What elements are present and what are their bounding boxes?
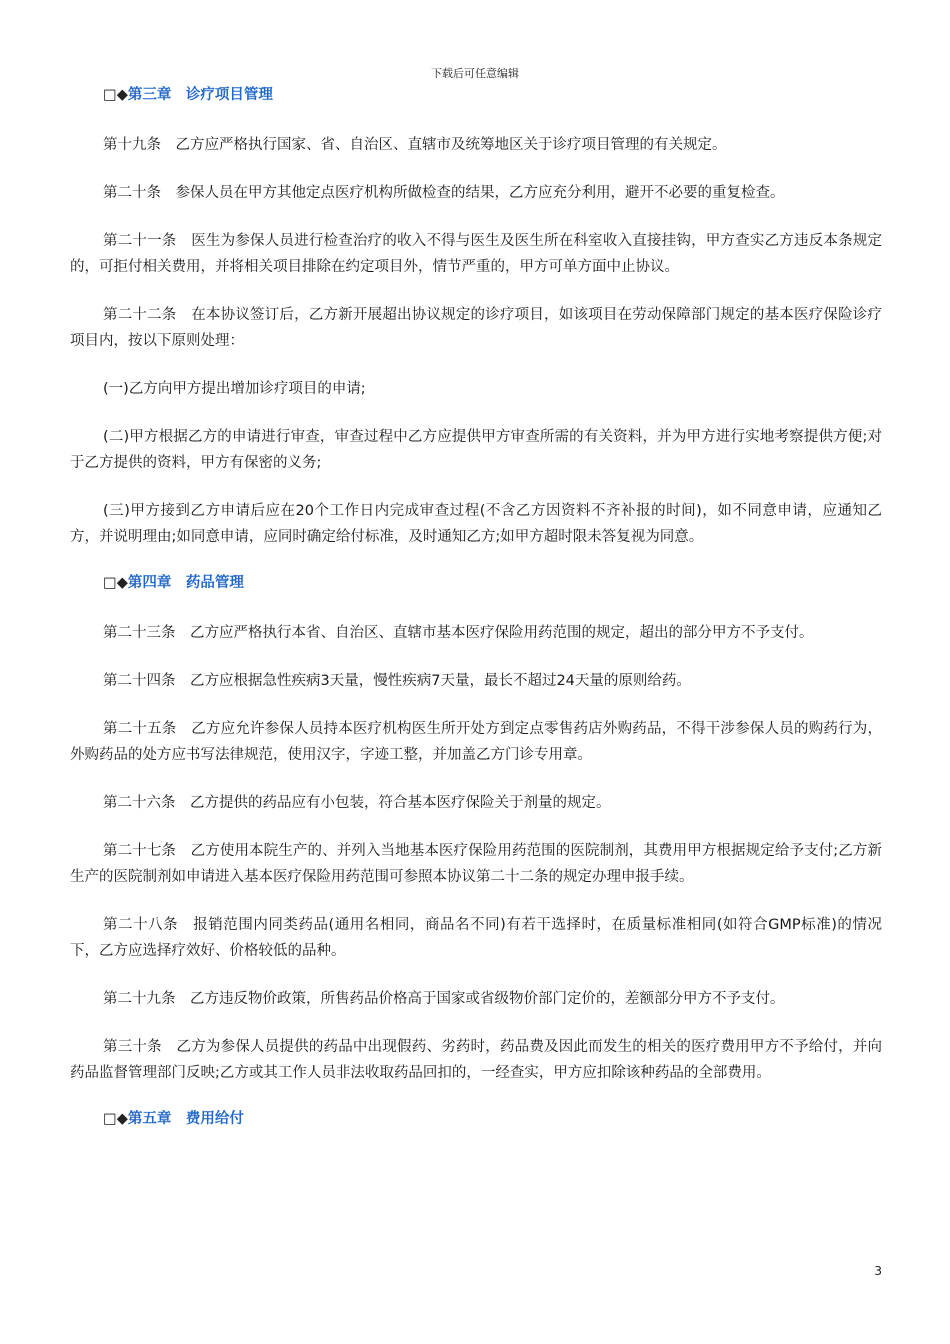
document-body bbox=[70, 84, 882, 1156]
chapter-heading bbox=[70, 84, 882, 106]
article-paragraph: 第二十五条 乙方应允许参保人员持本医疗机构医生所开处方到定点零售药店外购药品，不得干涉参保人员的购药行为，外购药品的处方应书写法律规范，使用汉字，字迹工整，并加盖乙方门诊专用章。 bbox=[70, 721, 882, 763]
article-paragraph: 第二十一条 医生为参保人员进行检查治疗的收入不得与医生及医生所在科室收入直接挂钩，甲方查实乙方违反本条规定的，可拒付相关费用，并将相关项目排除在约定项目外，情节严重的，甲方可单方面中止协议。 bbox=[70, 233, 882, 275]
chapter-marker-icon: □◆ bbox=[103, 87, 128, 103]
chapter-marker-icon: □◆ bbox=[103, 575, 128, 591]
article-paragraph: 第二十七条 乙方使用本院生产的、并列入当地基本医疗保险用药范围的医院制剂，其费用甲方根据规定给予支付;乙方新生产的医院制剂如申请进入基本医疗保险用药范围可参照本协议第二十二条的规定办理申报手续。 bbox=[70, 843, 882, 885]
article-paragraph: 第二十八条 报销范围内同类药品(通用名相同，商品名不同)有若干选择时，在质量标准相同(如符合GMP标准)的情况下，乙方应选择疗效好、价格较低的品种。 bbox=[70, 917, 882, 959]
article-paragraph: 第二十三条 乙方应严格执行本省、自治区、直辖市基本医疗保险用药范围的规定，超出的部分甲方不予支付。 bbox=[103, 625, 814, 641]
article-paragraph: 第二十条 参保人员在甲方其他定点医疗机构所做检查的结果，乙方应充分利用，避开不必要的重复检查。 bbox=[103, 185, 785, 201]
chapter-title: 第五章 费用给付 bbox=[127, 1111, 244, 1127]
chapter-marker-icon: □◆ bbox=[103, 1111, 128, 1127]
article-paragraph: 第二十九条 乙方违反物价政策，所售药品价格高于国家或省级物价部门定价的，差额部分甲方不予支付。 bbox=[103, 991, 785, 1007]
article-paragraph: 第二十四条 乙方应根据急性疾病3天量，慢性疾病7天量，最长不超过24天量的原则给药。 bbox=[103, 673, 691, 689]
page-number: 3 bbox=[874, 1264, 882, 1278]
article-paragraph: 第三十条 乙方为参保人员提供的药品中出现假药、劣药时，药品费及因此而发生的相关的医疗费用甲方不予给付，并向药品监督管理部门反映;乙方或其工作人员非法收取药品回扣的，一经查实，甲方应扣除该种药品的全部费用。 bbox=[70, 1039, 882, 1081]
header-note: 下载后可任意编辑 bbox=[431, 67, 519, 80]
article-paragraph: 第二十二条 在本协议签订后，乙方新开展超出协议规定的诊疗项目，如该项目在劳动保障部门规定的基本医疗保险诊疗项目内，按以下原则处理： bbox=[70, 307, 882, 349]
chapter-title: 第三章 诊疗项目管理 bbox=[127, 87, 273, 103]
article-paragraph: 第二十六条 乙方提供的药品应有小包装，符合基本医疗保险关于剂量的规定。 bbox=[103, 795, 611, 811]
chapter-title: 第四章 药品管理 bbox=[127, 575, 244, 591]
article-paragraph: 第十九条 乙方应严格执行国家、省、自治区、直辖市及统筹地区关于诊疗项目管理的有关规定。 bbox=[103, 137, 727, 153]
chapter-heading bbox=[70, 1108, 882, 1130]
chapter-heading bbox=[70, 572, 882, 594]
article-paragraph: (二)甲方根据乙方的申请进行审查，审查过程中乙方应提供甲方审查所需的有关资料，并为甲方进行实地考察提供方便;对于乙方提供的资料，甲方有保密的义务; bbox=[70, 429, 882, 471]
article-paragraph: (一)乙方向甲方提出增加诊疗项目的申请; bbox=[103, 381, 366, 397]
article-paragraph: (三)甲方接到乙方申请后应在20个工作日内完成审查过程(不含乙方因资料不齐补报的时间)，如不同意申请，应通知乙方，并说明理由;如同意申请，应同时确定给付标准，及时通知乙方;如甲方超时限未答复视为同意。 bbox=[70, 503, 882, 545]
